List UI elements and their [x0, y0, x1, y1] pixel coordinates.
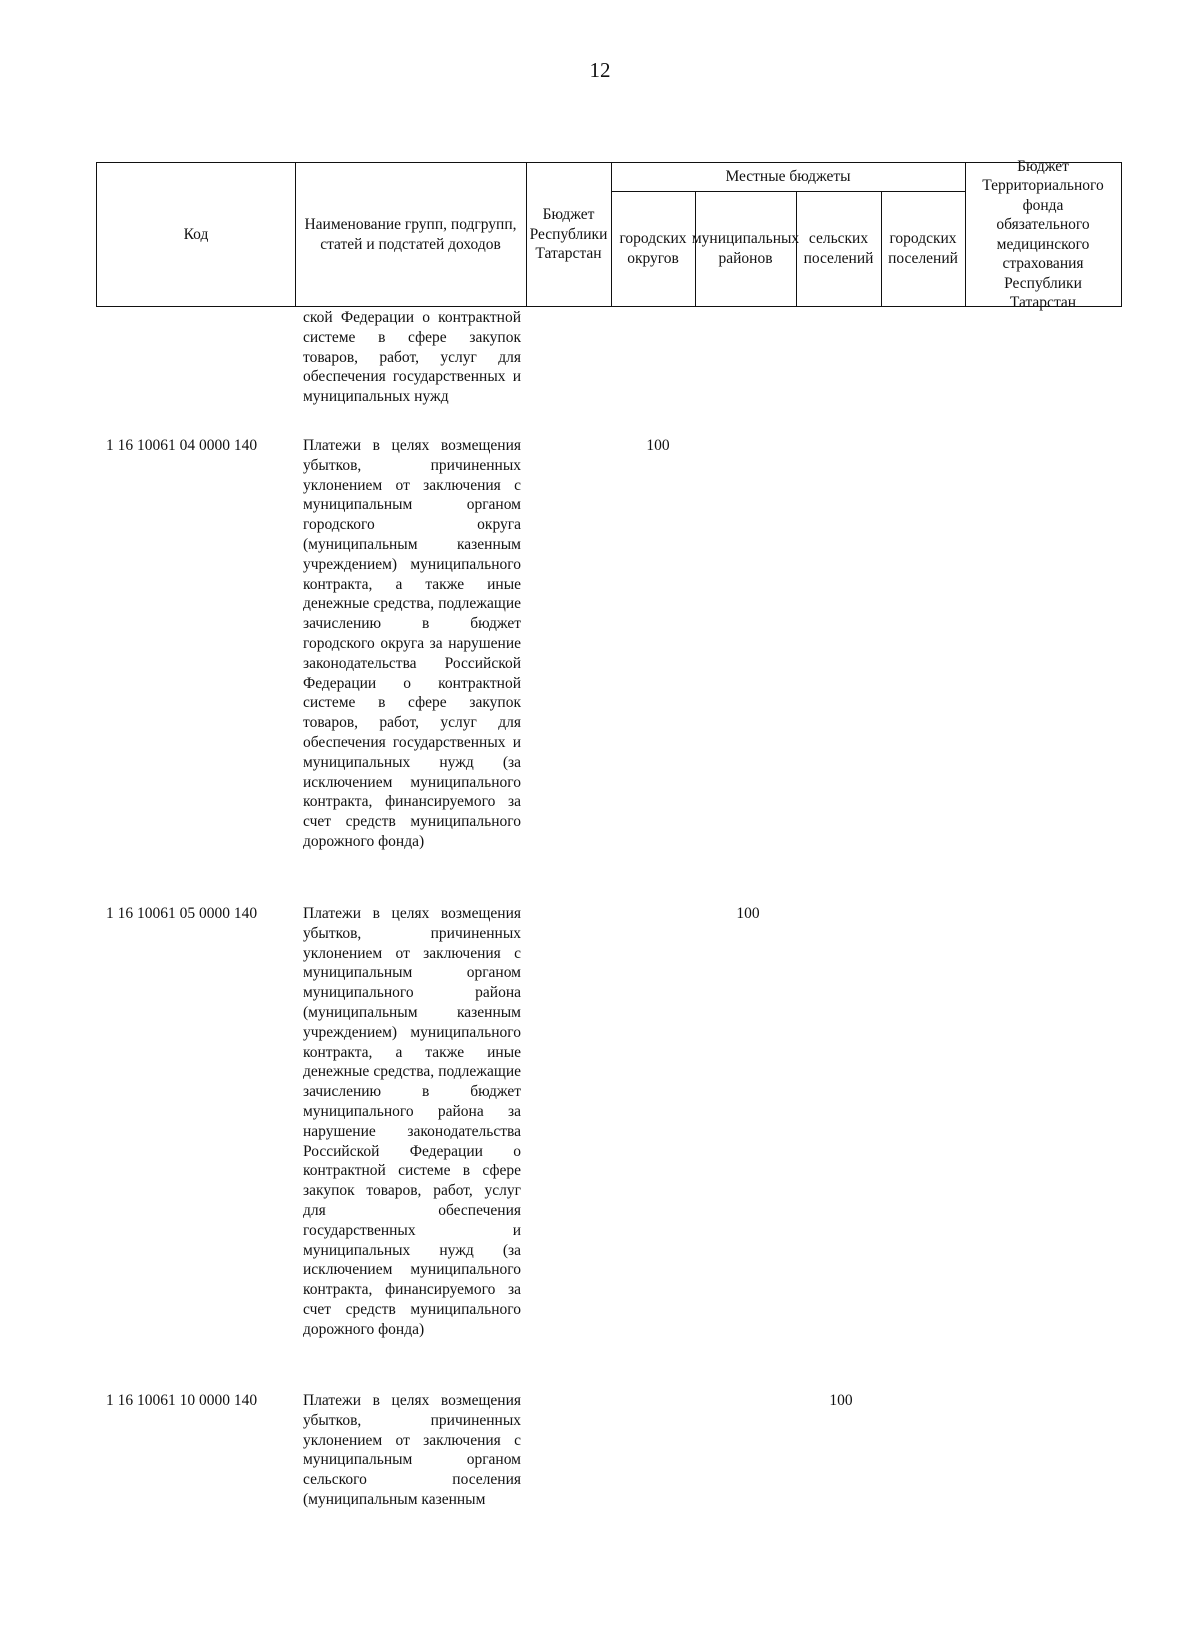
table-header	[96, 157, 1122, 311]
table-row-name: ской Федерации о контрактной системе в сфере закупок товаров, работ, услуг для обеспечения государственных и муниципальных нужд	[303, 309, 521, 406]
header-urban-settlements: городских поселений	[888, 230, 958, 267]
header-municipal-districts: муниципальных районов	[691, 230, 800, 267]
header-local-budgets: Местные бюджеты	[725, 168, 851, 186]
header-tfoms-budget: Бюджет Территориального фонда обязательного медицинского страхования Республики Татарстан	[982, 157, 1104, 311]
table-row-name: Платежи в целях возмещения убытков, причиненных уклонением от заключения с муниципальным органом городского округа (муниципальным казенным учреждением) муниципального контракта, а также иные денежные средства, подлежащие зачислению в бюджет городского округа за нарушение законодательства Российской Федерации о контрактной системе в сфере закупок товаров, работ, услуг для обеспечения государственных и муниципальных нужд (за исключением муниципального контракта, финансируемого за счет средств муниципального дорожного фонда)	[303, 437, 521, 850]
table-row-value: 100	[829, 1392, 853, 1409]
page-number: 12	[589, 58, 611, 82]
table-row-value: 100	[646, 437, 670, 454]
table-row-code: 1 16 10061 04 0000 140	[106, 437, 258, 454]
header-rural-settlements: сельских поселений	[803, 230, 874, 267]
header-city-districts: городских округов	[619, 230, 687, 267]
table-row-code: 1 16 10061 10 0000 140	[106, 1392, 258, 1409]
header-code: Код	[183, 225, 209, 243]
table-row-code: 1 16 10061 05 0000 140	[106, 905, 258, 922]
header-name: Наименование групп, подгрупп, статей и подстатей доходов	[304, 216, 517, 253]
table-row-value: 100	[736, 905, 760, 922]
table-row-name: Платежи в целях возмещения убытков, причиненных уклонением от заключения с муниципальным органом муниципального района (муниципальным казенным учреждением) муниципального контракта, а также иные денежные средства, подлежащие зачислению в бюджет муниципального района за нарушение законодательства Российской Федерации о контрактной системе в сфере закупок товаров, работ, услуг для обеспечения государственных и муниципальных нужд (за исключением муниципального контракта, финансируемого за счет средств муниципального дорожного фонда)	[303, 905, 521, 1338]
header-republic-budget: Бюджет Республики Татарстан	[529, 206, 608, 263]
table-row-name: Платежи в целях возмещения убытков, причиненных уклонением от заключения с муниципальным органом сельского поселения (муниципальным казенным	[303, 1392, 521, 1508]
